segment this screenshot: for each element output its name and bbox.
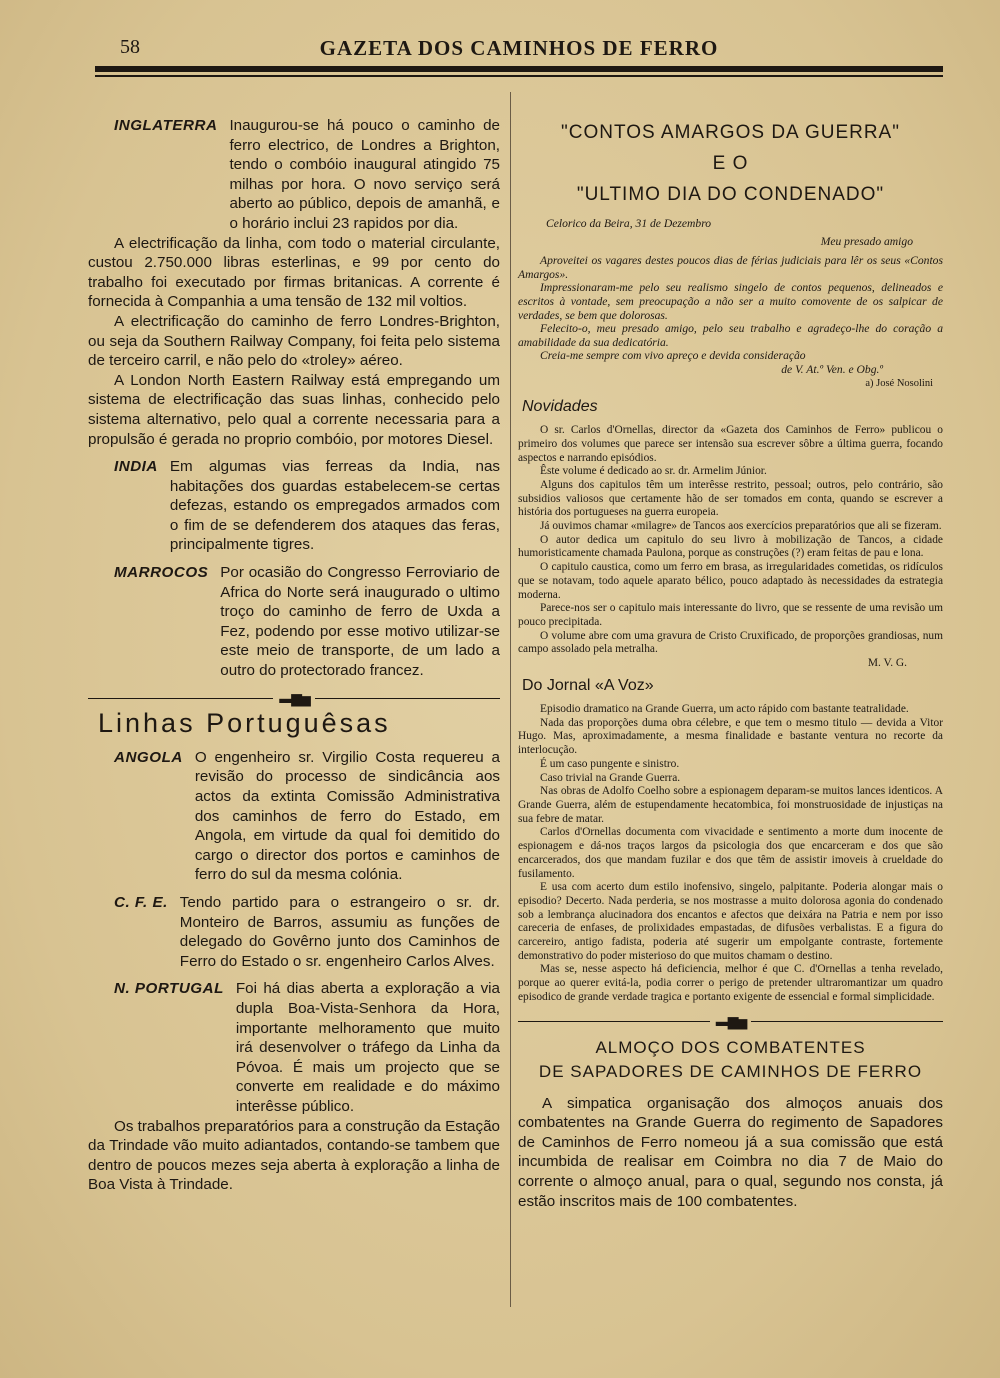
novidades-signature: M. V. G. — [867, 657, 907, 670]
letter — [518, 217, 943, 390]
body-paragraph: Nada das proporções duma obra célebre, e que tem o mesmo titulo — devida a Vitor Hugo. Mas, aproximadamente, a mesma finalidade e bastante ventura no recorte da interlocução. — [518, 716, 943, 757]
body-paragraph: Episodio dramatico na Grande Guerra, um acto rápido com bastante teatralidade. — [540, 703, 909, 716]
region-tag: ANGOLA — [114, 748, 183, 766]
section-separator — [518, 1013, 943, 1030]
publication-title: GAZETA DOS CAMINHOS DE FERRO — [319, 36, 719, 60]
body-paragraph: Já ouvimos chamar «milagre» de Tancos aos exercícios preparatórios que ali se fizeram. — [540, 520, 942, 533]
left-column — [88, 116, 500, 1203]
article-text: Inaugurou-se há pouco o caminho de ferro electrico, de Londres a Brighton, tendo o combóio inaugural atingido 75 milhas por hora. O novo serviço será aberto ao público, depois de amanhã, e o horário inclui 23 rapidos por dia. — [229, 117, 500, 232]
subheading-a-voz: Do Jornal «A Voz» — [522, 677, 654, 695]
body-paragraph: Êste volume é dedicado ao sr. dr. Armelim Júnior. — [540, 465, 767, 478]
page-number: 58 — [120, 36, 140, 58]
section-title: Linhas Portuguêsas — [98, 708, 391, 739]
article-title-line: E O — [712, 153, 749, 174]
body-paragraph: Carlos d'Ornellas documenta com vivacidade e sentimento a morte dum inocente de espionagem e dá-nos traços largos da psicologia dos que encarceram e dos que são encarcerados, dos que mandam fuzilar e dos que têm de assistir imoveis à crueldade do fusilamento. — [518, 826, 943, 880]
header-rule-thick — [95, 66, 943, 72]
region-tag: N. PORTUGAL — [114, 980, 224, 998]
header-rule-thin — [95, 75, 943, 77]
body-paragraph: E usa com acerto dum estilo inofensivo, singelo, palpitante. Poderia alongar mais o episodio? Decerto. Nada perderia, se nos mostrasse a muito dolorosa agonia do condenado sob a lembrança alucinadora dos encantos e afectos que deixára na Patria e nem por isso careceria de enfases, de prolixidades empastadas, de difusões verbalistas. E a figura do carcereiro, antigo fadista, poderia até sugerir um empolgante contraste, fortemente demonstrativo do poder misterioso do que muitos chamam o destino. — [518, 881, 943, 962]
almoco-title-line: DE SAPADORES DE CAMINHOS DE FERRO — [538, 1061, 923, 1081]
body-paragraph: Parece-nos ser o capitulo mais interessante do livro, que se ressente de uma revisão um pouco precipitada. — [518, 602, 943, 628]
almoco-title — [518, 1036, 943, 1084]
article-title-line: "ULTIMO DIA DO CONDENADO" — [576, 184, 885, 205]
locomotive-icon: ▬▆▅ — [279, 689, 309, 706]
article-paragraph: A London North Eastern Railway está empregando um sistema de electrificação das suas linhas, conhecido pelo sistema alternativo, pelo qual a corrente necessaria para a propulsão é gerada no proprio combóio, por motores Diesel. — [88, 371, 500, 448]
body-paragraph: Nas obras de Adolfo Coelho sobre a espionagem deparam-se muitos lances identicos. A Grande Guerra, além de estupendamente hecatombica, foi monstruosidade de injustiças na sua febre de matar. — [518, 785, 943, 825]
body-paragraph: Mas se, nesse aspecto há deficiencia, melhor é que C. d'Ornellas a tenha revelado, porque ao querer evitá-la, podia correr o perigo de pretender ultraromantizar um quadro episodico de grande verdade tragica e portanto exigente de essencial e formal simplicidade. — [518, 963, 943, 1003]
article-marrocos — [88, 563, 500, 681]
article-paragraph: Os trabalhos preparatórios para a construção da Estação da Trindade vão muito adiantados, contando-se tambem que dentro de poucos mezes seja aberta à exploração a linha de Boa Vista à Trindade. — [88, 1117, 500, 1194]
almoco-paragraph: A simpatica organisação dos almoços anuais dos combatentes na Grande Guerra do regimento de Sapadores de Caminhos de Ferro nomeou já a sua comissão que está incumbida de realisar em Coimbra no dia 7 de Maio do corrente o almoço anual, para o qual, segundo nos consta, já estão inscritos mais de 100 combatentes. — [518, 1094, 943, 1210]
body-paragraph: O volume abre com uma gravura de Cristo Cruxificado, de proporções grandiosas, num campo assolado pela metralha. — [518, 629, 943, 656]
subheading-novidades: Novidades — [522, 398, 598, 416]
article-text: Tendo partido para o estrangeiro o sr. dr. Monteiro de Barros, assumiu as funções de delegado do Govêrno junto dos Caminhos de Ferro do Estado o sr. engenheiro Carlos Alves. — [179, 893, 500, 970]
article-text: Em algumas vias ferreas da India, nas habitações dos guardas estabelecem-se certas defezas, estando os empregados armados com o fim de se defenderem dos ataques das feras, principalmente tigres. — [169, 458, 500, 554]
article-title-line: "CONTOS AMARGOS DA GUERRA" — [561, 122, 900, 143]
right-column — [518, 116, 943, 1211]
article-paragraph: A electrificação da linha, com todo o material circulante, custou 2.750.000 libras esterlinas, e 99 por cento do trabalho foi executado por firmas britanicas. A corrente é fornecida à Companhia a uma tensão de 132 mil voltios. — [88, 234, 500, 311]
region-tag: C. F. E. — [114, 893, 168, 911]
column-divider — [510, 92, 511, 1307]
article-angola — [88, 748, 500, 885]
letter-paragraph: Aproveitei os vagares destes poucos dias de férias judiciais para lêr os seus «Contos Amargos». — [518, 254, 943, 281]
article-nportugal — [88, 979, 500, 1195]
country-tag: MARROCOS — [114, 564, 209, 582]
article-india — [88, 457, 500, 555]
body-paragraph: O capitulo caustica, como um ferro em brasa, as irregularidades cometidas, os ridículos que se notavam, todo aquele aparato bélico, pouco adaptado às necessidades da estrategia moderna. — [518, 561, 943, 601]
body-paragraph: O autor dedica um capitulo do seu livro à mobilização de Tancos, a cidade humoristicamente chamada Paulona, porque as construções (?) eram feitas de pau e lona. — [518, 533, 943, 560]
article-text: Foi há dias aberta a exploração a via dupla Boa-Vista-Senhora da Hora, importante melhoramento que muito irá desenvolver o tráfego da Linha da Póvoa. É mais um projecto que se converte em realidade e do máximo interêsse público. — [235, 980, 500, 1115]
letter-sign: de V. At.º Ven. e Obg.º — [781, 362, 883, 376]
locomotive-icon: ▬▆▅ — [715, 1012, 746, 1029]
article-paragraph: A electrificação do caminho de ferro Londres-Brighton, ou seja da Southern Railway Company, foi feita pelo sistema de terceiro carril, e não pelo do «troley» aéreo. — [88, 312, 500, 370]
article-cfe — [88, 893, 500, 971]
a-voz-body — [518, 703, 943, 1004]
letter-author: a) José Nosolini — [865, 377, 933, 389]
body-paragraph: Caso trivial na Grande Guerra. — [540, 771, 681, 784]
section-separator — [88, 689, 500, 709]
almoco-title-line: ALMOÇO DOS COMBATENTES — [595, 1037, 866, 1057]
country-tag: INGLATERRA — [114, 117, 218, 134]
letter-paragraph: Creia-me sempre com vivo apreço e devida consideração — [540, 349, 806, 363]
letter-place-date: Celorico da Beira, 31 de Dezembro — [546, 217, 712, 230]
body-paragraph: O sr. Carlos d'Ornellas, director da «Gazeta dos Caminhos de Ferro» publicou o primeiro dos volumes que parece ser intensão sua escrever sôbre a última guerra, focando aspectos e narrando episódios. — [518, 424, 943, 464]
body-paragraph: Alguns dos capitulos têm um interêsse restrito, pessoal; outros, pelo contrário, são subsidios valiosos que certamente hão de ser tomados em conta, quando se escrever a história dos portugueses na guerra europeia. — [518, 478, 943, 519]
article-text: Por ocasião do Congresso Ferroviario de Africa do Norte será inaugurado o ultimo troço do caminho de ferro de Uxda a Fez, podendo por esse motivo utilizar-se este meio de transporte, de um lado a outro do protectorado francez. — [220, 564, 500, 680]
novidades-body — [518, 424, 943, 657]
country-tag: INDIA — [114, 458, 158, 476]
letter-salutation: Meu presado amigo — [820, 234, 913, 248]
body-paragraph: É um caso pungente e sinistro. — [540, 757, 680, 770]
letter-paragraph: Impressionaram-me pelo seu realismo singelo de contos pequenos, delineados e escritos à vontade, sem preocupação a não ser a muito comovente de os salpicar de verdades, se bem que dolorosas. — [518, 281, 943, 322]
page-header — [95, 30, 943, 80]
article-text: O engenheiro sr. Virgilio Costa requereu a revisão do processo de sindicância aos actos da extinta Comissão Administrativa dos caminhos de ferro do Estado, em Angola, em virtude da qual foi demitido do cargo o director dos portos e caminhos de ferro do sul da mesma colónia. — [194, 748, 500, 884]
article-inglaterra — [88, 116, 500, 449]
letter-paragraph: Felecito-o, meu presado amigo, pelo seu trabalho e agradeço-lhe do coração a amabilidade da sua dedicatória. — [518, 322, 943, 349]
